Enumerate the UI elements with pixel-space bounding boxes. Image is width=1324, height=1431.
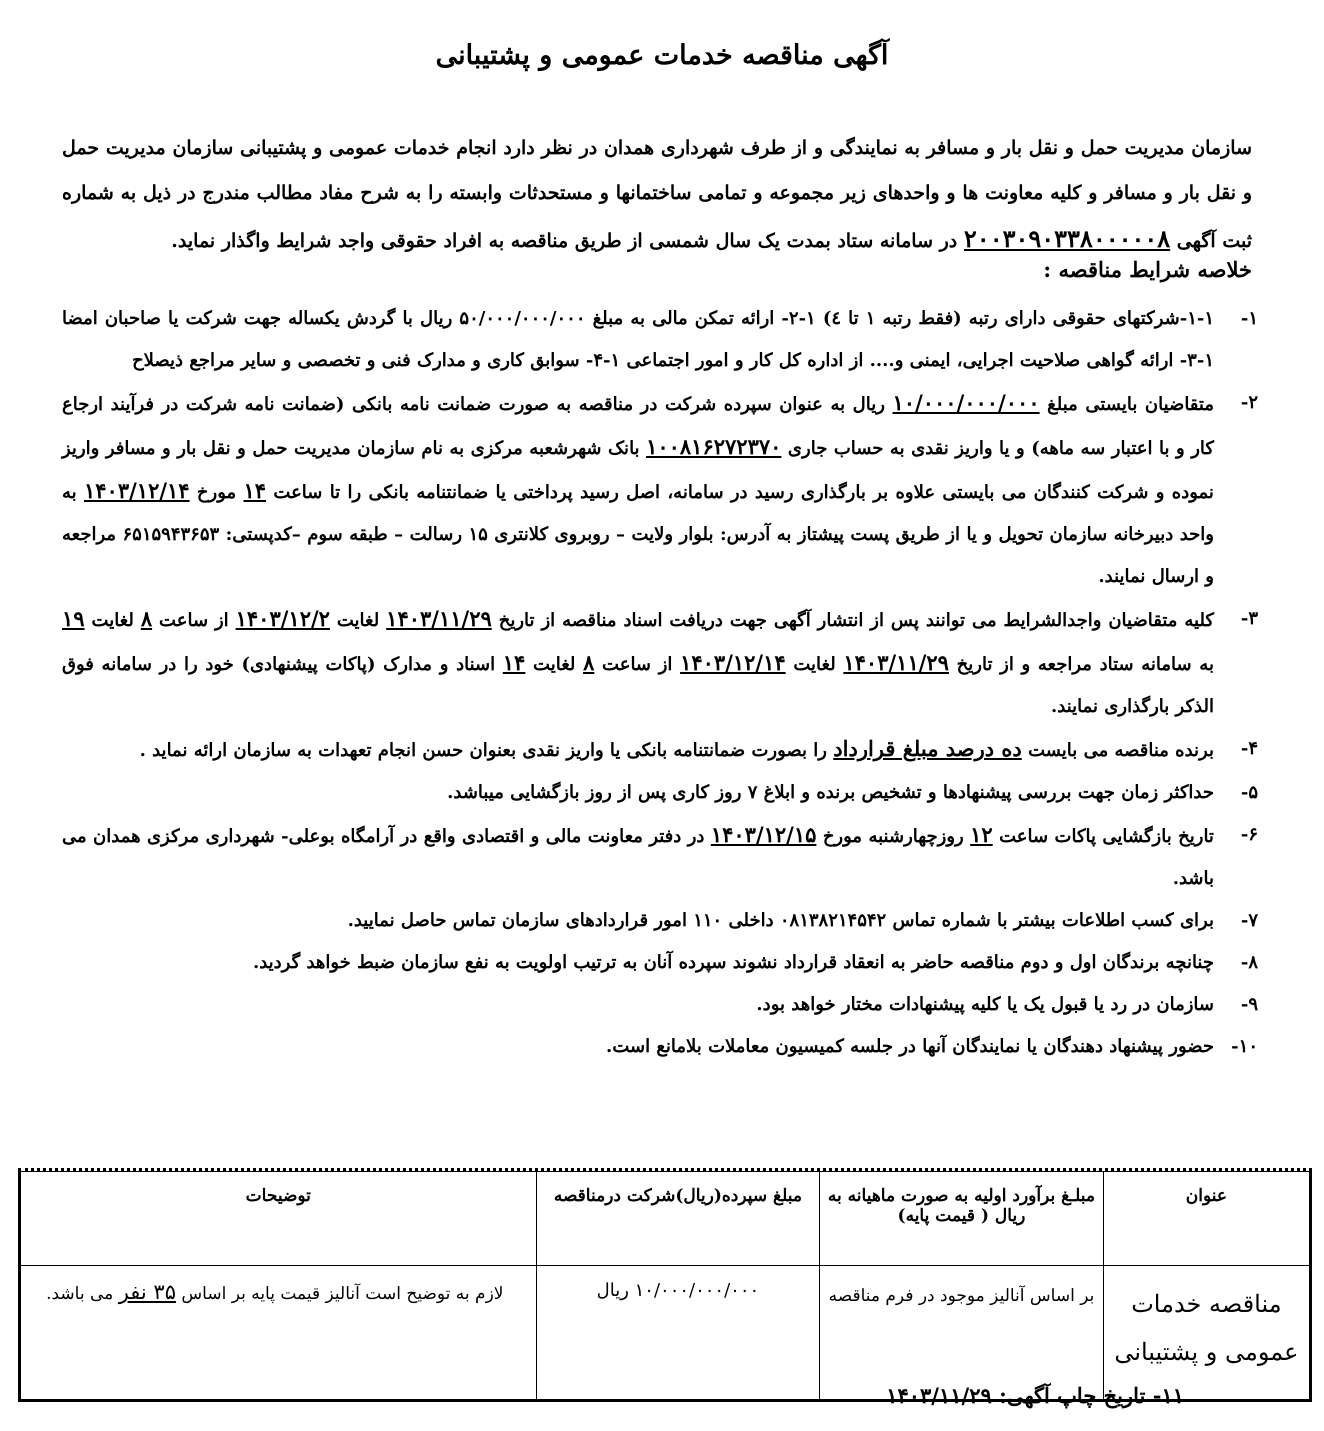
- deadline-date: ۱۴۰۳/۱۲/۱۴: [84, 478, 190, 503]
- item-number: ۲-: [1240, 392, 1258, 413]
- conditions-list: [62, 298, 1258, 1068]
- hour-value: ۸: [583, 650, 595, 675]
- item-text-part: روزچهارشنبه مورخ: [822, 826, 964, 847]
- intro-text-2: در سامانه ستاد بمدت یک سال شمسی از طریق مناقصه به افراد حقوقی واجد شرایط واگذار نماید.: [171, 230, 958, 252]
- item-number: ۱-: [1240, 308, 1258, 329]
- item-text-part: ریال به عنوان سپرده شرکت در مناقصه به صورت ضمانت نامه بانکی (ضمانت نامه شرکت در فرآیند ارجاع کار و با اعتبار سه ماهه) و یا واریز نقدی به حساب جاری: [62, 394, 1214, 459]
- item-number: ۱۰-: [1231, 1036, 1258, 1057]
- summary-heading: خلاصه شرایط مناقصه :: [1043, 257, 1252, 282]
- cell-description: [21, 1266, 537, 1400]
- opening-date: ۱۴۰۳/۱۲/۱۵: [710, 822, 817, 847]
- condition-item-1: [62, 298, 1258, 382]
- date-value: ۱۴۰۳/۱۲/۱۴: [680, 650, 786, 675]
- item-text-part: لغایت: [533, 654, 576, 675]
- item-text-part: از ساعت: [159, 610, 229, 631]
- registration-number: ۲۰۰۳۰۹۰۳۳۸۰۰۰۰۰۸: [963, 224, 1171, 253]
- header-estimate: مبلـغ برآورد اولیه به صورت ماهیانه به ریال ( قیمت پایه): [820, 1172, 1104, 1266]
- print-date-label: ۱۱- تاریخ چاپ آگهی:: [999, 1383, 1184, 1408]
- condition-item-6: [62, 814, 1258, 900]
- item-text-part: بانک شهرشعبه مرکزی به نام سازمان مدیریت حمل و نقل بار و مسافر واریز نموده و شرکت کنندگان می بایستی علاوه بر بارگذاری رسید در سامانه، اصل رسید پرداختی یا ضمانتنامه بانکی را تا ساعت: [62, 438, 1214, 503]
- item-text: حداکثر زمان جهت بررسی پیشنهادها و تشخیص برنده و ابلاغ ۷ روز کاری پس از روز بازگشایی میباشد.: [447, 782, 1214, 803]
- item-text-part: به واحد دبیرخانه سازمان تحویل و یا از طریق پست پیشتاز به آدرس: بلوار ولایت – روبروی کلانتری ۱۵ رسالت – طبقه سوم –کدپستی: ۶۵۱۵۹۴۳۶۵۳ مراجعه و ارسال نمایند.: [62, 482, 1214, 587]
- staff-count: ۳۵ نفر: [118, 1280, 176, 1304]
- item-text: چنانچه برندگان اول و دوم مناقصه حاضر به انعقاد قرارداد نشوند سپرده آنان به ترتیب اولویت به نفع سازمان ضبط خواهد گردید.: [252, 952, 1214, 973]
- cell-estimate: بر اساس آنالیز موجود در فرم مناقصه: [820, 1266, 1104, 1400]
- item-text: سازمان در رد یا قبول یک یا کلیه پیشنهادات مختار خواهد بود.: [756, 994, 1214, 1015]
- intro-text-1: سازمان مدیریت حمل و نقل بار و مسافر به نمایندگی و از طرف شهرداری همدان در نظر دارد انجام خدمات عمومی و پشتیبانی سازمان مدیریت حمل و نقل بار و مسافر و کلیه معاونت ها و واحدهای زیر مجموعه و تمامی ساختمانها و مستحدثات وابسته را به شرح مفاد مطالب مندرج در ذیل به شماره ثبت آگهی: [62, 137, 1252, 252]
- print-date-value: ۱۴۰۳/۱۱/۲۹: [886, 1383, 992, 1408]
- notice-title: آگهی مناقصه خدمات عمومی و پشتیبانی: [435, 40, 889, 71]
- item-number: ۵-: [1240, 782, 1258, 803]
- item-text-part: لغایت: [793, 654, 836, 675]
- tender-summary-table: [18, 1168, 1312, 1402]
- condition-item-8: [62, 942, 1258, 984]
- header-deposit: مبلغ سپرده(ریال)شرکت درمناقصه: [536, 1172, 820, 1266]
- description-text: لازم به توضیح است آنالیز قیمت پایه بر اساس: [181, 1284, 504, 1304]
- item-text-part: تاریخ بازگشایی پاکات ساعت: [999, 826, 1214, 847]
- item-text-part: لغایت: [336, 610, 380, 631]
- cell-deposit: ۱۰/۰۰۰/۰۰۰/۰۰۰ ریال: [536, 1266, 820, 1400]
- item-text: [62, 382, 1214, 598]
- condition-item-4: [62, 728, 1258, 772]
- guarantee-highlight: ده درصد مبلغ قرارداد: [833, 736, 1022, 761]
- item-text-part: کلیه متقاضیان واجدالشرایط می توانند پس از انتشار آگهی جهت دریافت اسناد مناقصه از تاریخ: [498, 610, 1214, 631]
- date-value: ۱۴۰۳/۱۱/۲۹: [386, 606, 492, 631]
- item-text: برای کسب اطلاعات بیشتر با شماره تماس ۰۸۱۳۸۲۱۴۵۴۲ داخلی ۱۱۰ امور قراردادهای سازمان تماس حاصل نمایید.: [347, 910, 1214, 931]
- item-number: ۳-: [1240, 608, 1258, 629]
- hour-value: ۱۴: [502, 650, 526, 675]
- date-value: ۱۴۰۳/۱۲/۲: [235, 606, 330, 631]
- item-text-part: اسناد و مدارک (پاکات پیشنهادی) خود را در سامانه فوق الذکر بارگذاری نمایند.: [62, 654, 1214, 717]
- item-text-part: برنده مناقصه می بایست: [1028, 740, 1214, 761]
- deadline-hour: ۱۴: [243, 478, 267, 503]
- item-number: ۹-: [1240, 994, 1258, 1015]
- opening-hour: ۱۲: [970, 822, 993, 847]
- print-date-line: [886, 1383, 1184, 1408]
- hour-value: ۱۹: [62, 606, 85, 631]
- header-title: عنوان: [1103, 1172, 1309, 1266]
- item-text-part: از ساعت: [602, 654, 673, 675]
- cell-title: مناقصه خدمات عمومی و پشتیبانی: [1103, 1266, 1309, 1400]
- item-text: [62, 814, 1214, 900]
- table-header-row: [21, 1172, 1310, 1266]
- condition-item-9: [62, 984, 1258, 1026]
- item-number: ۴-: [1240, 738, 1258, 759]
- item-text-part: به سامانه ستاد مراجعه و از تاریخ: [956, 654, 1214, 675]
- condition-item-5: [62, 772, 1258, 814]
- item-text: ۱-۱-شرکتهای حقوقی دارای رتبه (فقط رتبه ۱ تا ٤) ۱-۲- ارائه تمکن مالی به مبلغ ۵۰/۰۰۰/۰۰۰/۰۰۰ ریال با گردش یکساله جهت شرکت یا صاحبان امضا ۱-۳- ارائه گواهی صلاحیت اجرایی، ایمنی و.... از اداره کل کار و امور اجتماعی ۱-۴- سوابق کاری و مدارک فنی و تخصصی و سایر مراجع ذیصلاح: [62, 308, 1214, 371]
- item-number: ۶-: [1240, 824, 1258, 845]
- account-number: ۱۰۰۸۱۶۲۷۲۳۷۰: [646, 434, 782, 459]
- item-text-part: مورخ: [196, 482, 237, 503]
- header-description: توضیحات: [21, 1172, 537, 1266]
- item-text-part: را بصورت ضمانتنامه بانکی یا واریز نقدی بعنوان حسن انجام تعهدات به سازمان ارائه نماید .: [139, 740, 827, 761]
- item-number: ۷-: [1240, 910, 1258, 931]
- description-text: می باشد.: [46, 1284, 114, 1304]
- item-number: ۸-: [1240, 952, 1258, 973]
- condition-item-3: [62, 598, 1258, 728]
- item-text: [62, 728, 1214, 772]
- condition-item-2: [62, 382, 1258, 598]
- item-text-part: متقاضیان بایستی مبلغ: [1047, 394, 1214, 415]
- intro-paragraph: [62, 126, 1252, 264]
- item-text: حضور پیشنهاد دهندگان یا نمایندگان آنها در جلسه کمیسیون معاملات بلامانع است.: [606, 1036, 1214, 1057]
- item-text-part: در دفتر معاونت مالی و اقتصادی واقع در آرامگاه بوعلی- شهرداری مرکزی همدان می باشد.: [62, 826, 1214, 889]
- table-row: [21, 1266, 1310, 1400]
- hour-value: ۸: [140, 606, 153, 631]
- date-value: ۱۴۰۳/۱۱/۲۹: [843, 650, 949, 675]
- item-text-part: لغایت: [91, 610, 134, 631]
- condition-item-10: [62, 1026, 1258, 1068]
- item-text: [62, 598, 1214, 728]
- deposit-amount: ۱۰/۰۰۰/۰۰۰/۰۰۰: [892, 390, 1040, 415]
- condition-item-7: [62, 900, 1258, 942]
